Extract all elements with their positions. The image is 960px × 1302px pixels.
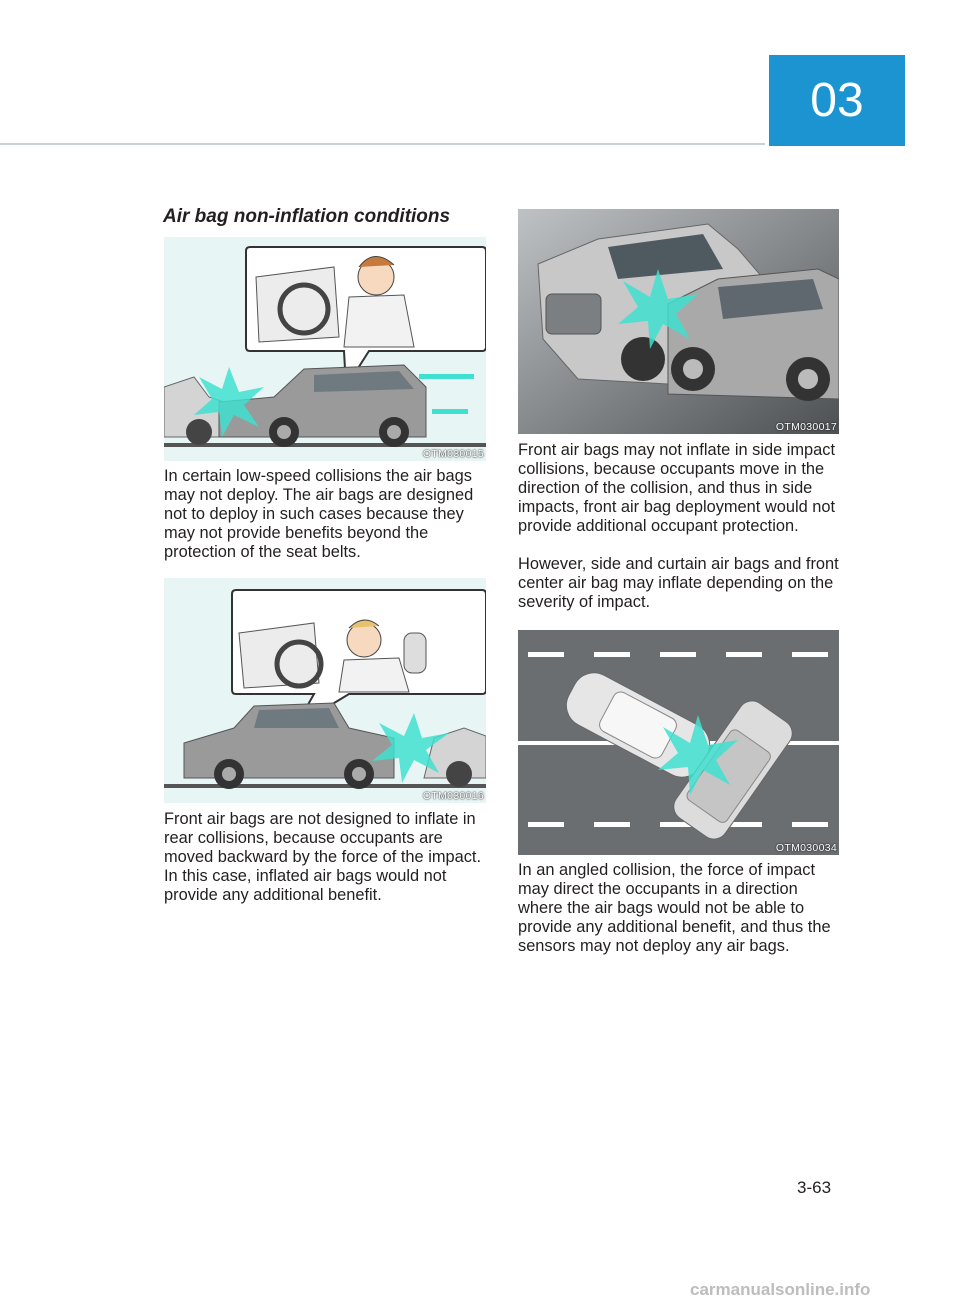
low-speed-collision-illustration [164, 237, 486, 461]
chapter-number: 03 [810, 74, 864, 127]
paragraph-angled: In an angled collision, the force of impact may direct the occupants in a direction where the air bags would not be able to provide any additional benefit, and thus the sensors may not deploy any air bags. [518, 861, 831, 955]
figure-low-speed-collision [164, 237, 486, 461]
paragraph-low-speed: In certain low-speed collisions the air bags may not deploy. The air bags are designed not to deploy in such cases because they may not provide benefits beyond the protection of the seat belts. [164, 467, 474, 561]
figure-code: OTM030016 [422, 790, 484, 802]
figure-code: OTM030015 [422, 448, 484, 460]
figure-angled-collision [518, 630, 839, 855]
page-number: 3-63 [797, 1178, 832, 1197]
figure-rear-collision [164, 578, 486, 803]
chapter-tab [769, 55, 905, 146]
header-rule [0, 143, 765, 145]
rear-collision-illustration [164, 578, 486, 803]
figure-side-collision [518, 209, 839, 434]
section-title: Air bag non-inflation conditions [163, 206, 451, 227]
watermark: carmanualsonline.info [690, 1280, 871, 1299]
side-collision-illustration [518, 209, 839, 434]
angled-collision-illustration [518, 630, 839, 855]
paragraph-side: Front air bags may not inflate in side impact collisions, because occupants move in the direction of the collision, and thus in side impacts, front air bag deployment would not provide additional occupant protection. [518, 441, 836, 535]
figure-code: OTM030017 [775, 421, 837, 433]
paragraph-side-note: However, side and curtain air bags and front center air bag may inflate depending on the severity of impact. [518, 555, 839, 611]
figure-code: OTM030034 [775, 842, 837, 854]
paragraph-rear: Front air bags are not designed to inflate in rear collisions, because occupants are moved backward by the force of the impact. In this case, inflated air bags would not provide any additional benefit. [164, 810, 482, 904]
